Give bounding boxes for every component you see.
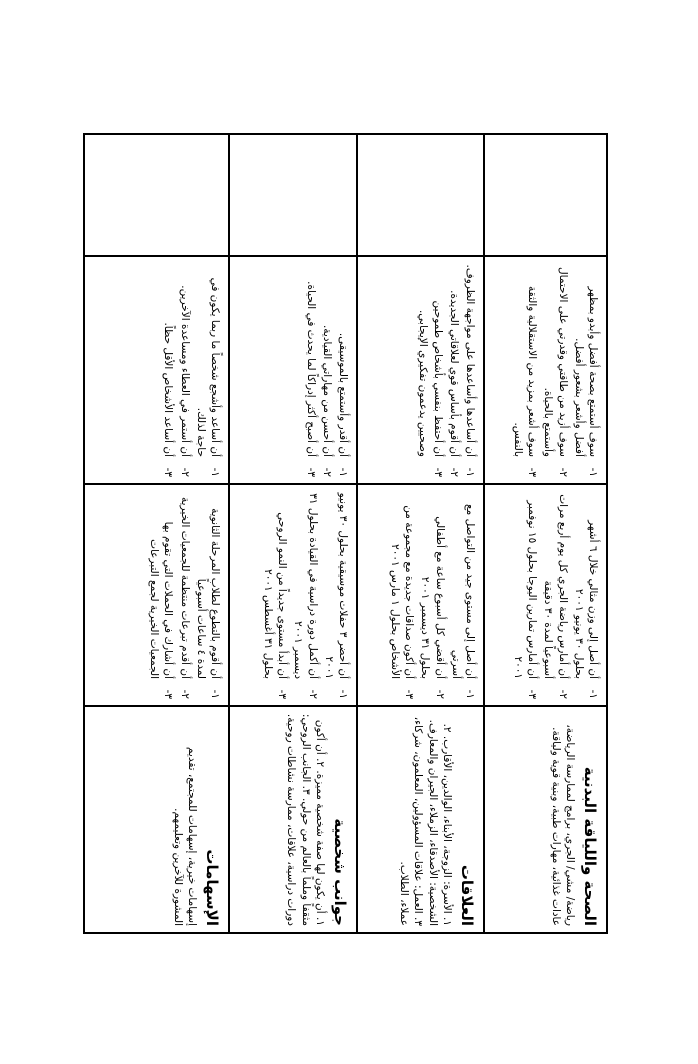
list-item <box>194 491 222 699</box>
list-item <box>177 263 191 477</box>
list-item <box>447 263 461 477</box>
goals-cell <box>84 484 229 706</box>
list-item <box>322 491 350 699</box>
item-text: أن أقدر وأستمتع بالموسيقى. <box>337 332 349 457</box>
item-number: ١- <box>587 689 599 699</box>
item-number: ٣- <box>403 689 416 699</box>
steps-cell <box>229 256 357 484</box>
steps-cell <box>484 256 607 484</box>
empty-cell <box>484 134 607 256</box>
list-item <box>541 491 569 699</box>
list-item <box>541 263 569 477</box>
item-number: ١- <box>464 467 476 477</box>
item-text: أن أحضر ٣ حفلات موسيقية بحلول ٣٠ يونيو ٢٠٠١ <box>322 492 349 679</box>
list-item <box>463 263 477 477</box>
category-cell <box>357 706 484 933</box>
item-number: ٢- <box>320 467 333 477</box>
list-item <box>303 263 317 477</box>
table-row <box>357 134 484 933</box>
item-number: ٣- <box>304 467 317 477</box>
item-text: أن أساعدها وأساعدها على مواجهة الظروف. <box>464 264 476 457</box>
list-item <box>511 263 539 477</box>
list-item <box>418 491 446 699</box>
item-number: ١- <box>464 689 476 699</box>
item-number: ٢- <box>178 689 191 699</box>
item-text: أن أساعد الأشخاص الأقل حظاً. <box>162 322 175 457</box>
goals-cell <box>357 484 484 706</box>
goals-cell <box>229 484 357 706</box>
goals-cell <box>484 484 607 706</box>
category-description: رياضة/ مشي/ الجري، برامج لممارسة الرياضة، عادات غذائية، مهارات طبية، وبنية قوية ولياقة. <box>549 724 576 926</box>
steps-cell <box>84 256 229 484</box>
list-item <box>336 263 350 477</box>
list-item <box>388 491 416 699</box>
item-number: ٢- <box>556 689 569 699</box>
empty-cell <box>229 134 357 256</box>
list-item <box>416 263 444 477</box>
item-text: سوف أشعر بمزيد من الاستقلالية والثقة بالنفس. <box>512 286 539 457</box>
item-text: أن أساعد وأشجع شخصاً ما ربما يكون في حاجة لذلك. <box>194 277 221 457</box>
empty-cell <box>84 134 229 256</box>
goals-table-sheet <box>85 133 608 932</box>
item-number: ٢- <box>178 467 191 477</box>
list-item <box>320 263 334 477</box>
item-text: أن أصل إلى مستوى جيد من التواصل مع أسرتي <box>449 504 476 679</box>
item-number: ١- <box>587 467 599 477</box>
item-number: ٣- <box>526 689 539 699</box>
item-text: أن أحتفظ بنفسي بأشخاص طموحين وصحيين يدعمون تفكيري الإيجابي. <box>417 300 444 457</box>
item-text: أن أصبح أكثر إدراكاً لما يحدث في الحياة. <box>304 281 317 457</box>
item-number: ٣- <box>431 467 444 477</box>
category-cell <box>229 706 357 933</box>
item-text: أن أقوم بالتطوع لطلاب المرحلة الثانوية لمدة ٤ ساعات أسبوعياً <box>194 508 221 679</box>
table-row <box>484 134 607 933</box>
item-text: أن أستمر في العطاء ومساعدة الآخرين. <box>178 285 191 457</box>
item-text: سوف أستمتع بصحة أفضل وأبدو بمظهر أفضل وأشعر بشعور أفضل. <box>572 286 599 457</box>
list-item <box>511 491 539 699</box>
item-number: ٢- <box>433 689 446 699</box>
item-text: أن أشارك في الحملات التي تقوم بها الجمعيات الخيرية لجمع التبرعات <box>148 521 175 679</box>
category-cell <box>84 706 229 933</box>
item-number: ١- <box>337 689 349 699</box>
item-text: أن أكمل دورة دراسية في القيادة بحلول ٣١ ديسمبر ٢٠٠١ <box>292 493 319 679</box>
table-row <box>84 134 229 933</box>
item-text: أن أبدأ مستوى جديداً من النمو الروحي بحلول ٣١ أغسطس ٢٠٠١ <box>262 512 289 679</box>
item-number: ١- <box>209 467 221 477</box>
item-text: أن أقضي كل أسبوع ساعة مع أطفالي بحلول ٣١ ديسمبر ٢٠٠١ <box>419 516 446 679</box>
item-text: أن أصل إلى وزن مثالي خلال ٦ أشهر بحلول ٣٠ يونيو ٢٠٠١ <box>572 520 599 679</box>
list-item <box>147 491 175 699</box>
list-item <box>572 263 600 477</box>
category-title: جوانب شخصية <box>331 818 349 926</box>
item-text: أن أكون صداقات جديدة مع مجموعة من الأشخاص بحلول ١ مارس ٢٠٠١ <box>389 505 416 679</box>
item-number: ٢- <box>556 467 569 477</box>
item-number: ٣- <box>276 689 289 699</box>
item-number: ٣- <box>526 467 539 477</box>
item-text: أن أحسن من مهاراتي القيادية. <box>320 324 333 457</box>
list-item <box>449 491 477 699</box>
item-text: أن أمارس رياضة الجري كل يوم أربع مرات أسبوعياً لمدة ٣٠ دقيقة <box>542 494 569 679</box>
category-cell <box>484 706 607 933</box>
steps-cell <box>357 256 484 484</box>
list-item <box>177 491 191 699</box>
item-number: ١- <box>337 467 349 477</box>
list-item <box>194 263 222 477</box>
item-text: سوف أزيد من طاقتي وقدرتي على الاحتمال وأستمتع بالحياة. <box>542 267 569 457</box>
category-description: ١. الأسرة: الزوجة، الأبناء، الوالدين، الأقارب. ٢. الشخصية: الأصدقاء، الزملاء، الجيران والمعارف. ٣. العمل: علاقات المسؤولين، المعلمون، شركاء، عملاء، الطلاب. <box>398 716 453 926</box>
item-number: ١- <box>209 689 221 699</box>
item-text: أن أمارس تمارين اليوجا بحلول ١٥ نوفمبر ٢٠٠١ <box>512 500 539 679</box>
item-number: ٢- <box>306 689 319 699</box>
item-number: ٣- <box>162 467 175 477</box>
item-text: أن أقوم بأساس قوي لعلاقاتي الجديدة. <box>447 290 460 457</box>
item-number: ٢- <box>447 467 460 477</box>
list-item <box>572 491 600 699</box>
list-item <box>291 491 319 699</box>
item-number: ٣- <box>162 689 175 699</box>
list-item <box>161 263 175 477</box>
category-description: ١. أن يكون لها صفة شخصية مميزة. ٢. أن أكون مثقفاً وملماً بالعالم من حولي. ٣. الجانب الروحي: دورات دراسية، علاقات، ممارسة نشاطات روحية. <box>285 713 326 926</box>
list-item <box>261 491 289 699</box>
category-description: إسهامات خيرية، إسهامات للمجتمع، تقديم المشورة للآخرين وتعليمهم. <box>171 746 198 926</box>
table-row <box>229 134 357 933</box>
item-text: أن أقدم تبرعات منتظمة للجمعيات الخيرية <box>178 496 191 679</box>
category-title: العلاقات <box>458 864 476 926</box>
category-title: الصحة واللياقة البدنية <box>581 766 599 926</box>
category-title: الإسهامات <box>203 849 221 926</box>
goals-table <box>83 133 608 934</box>
empty-cell <box>357 134 484 256</box>
